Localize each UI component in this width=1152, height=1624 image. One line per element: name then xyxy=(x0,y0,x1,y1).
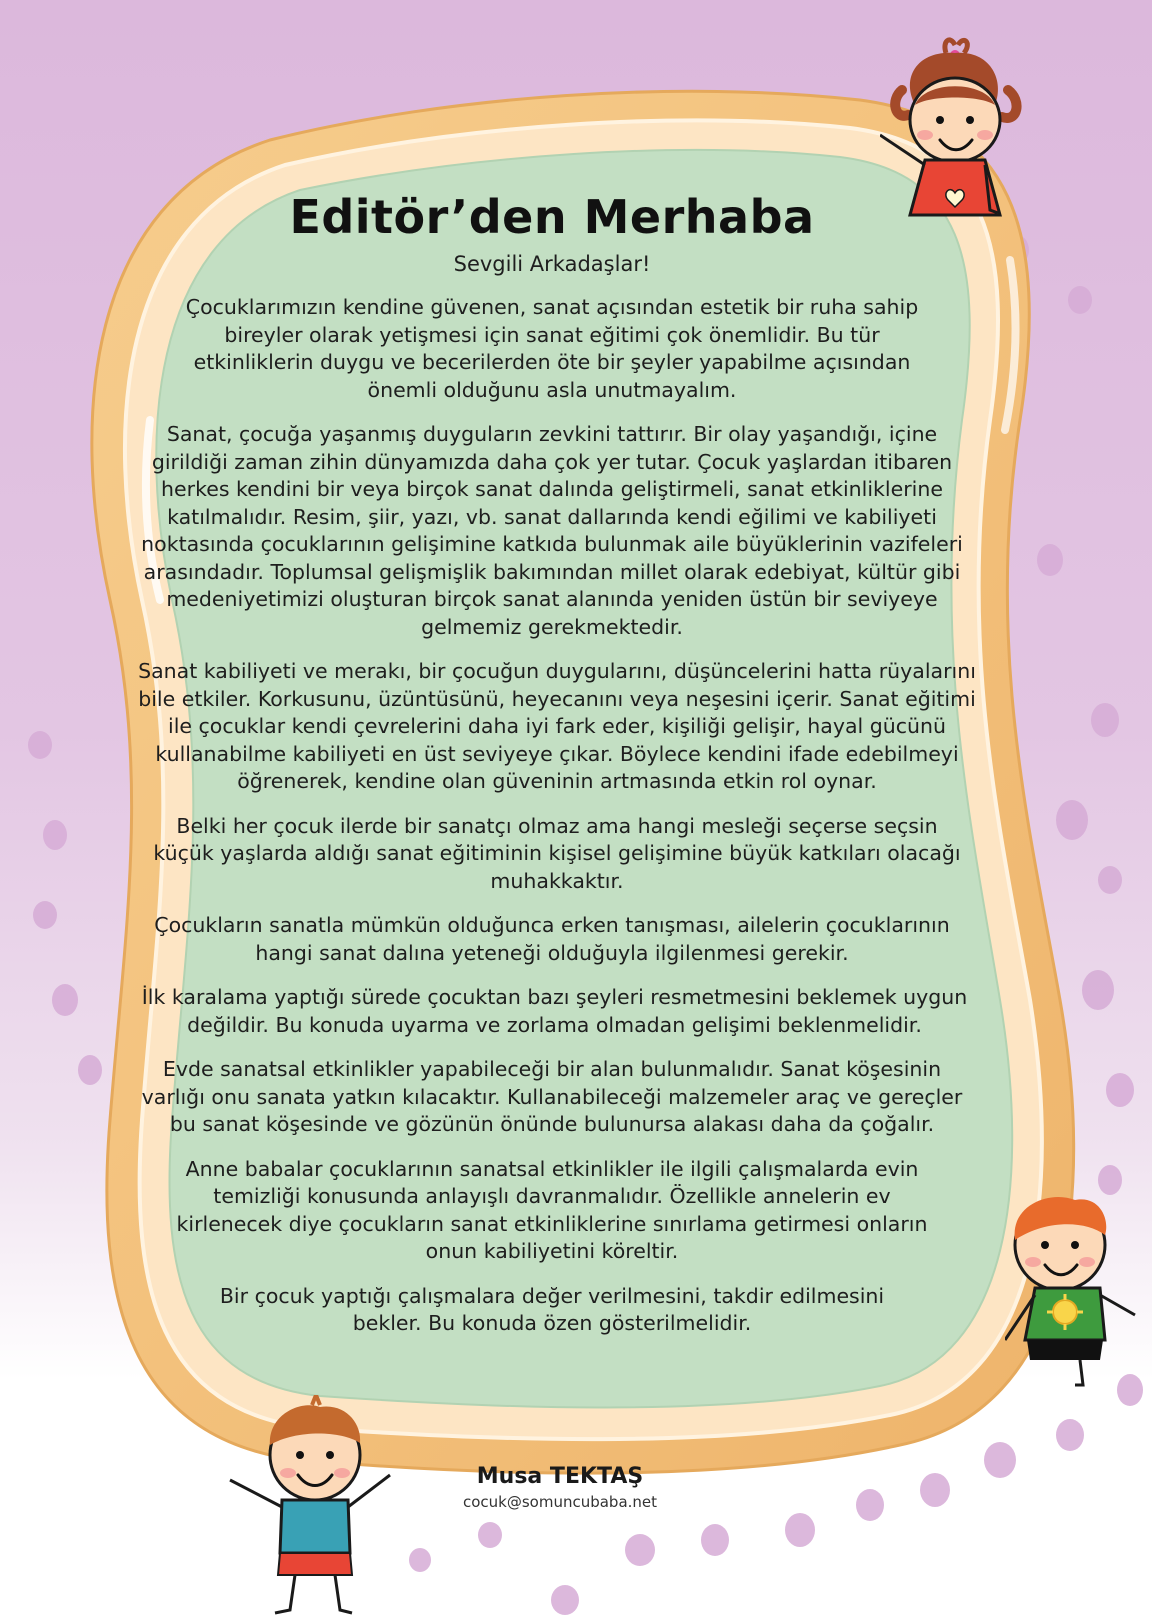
editorial-content xyxy=(122,190,982,1355)
author-name: Musa TEKTAŞ xyxy=(476,1464,644,1489)
paragraph: Belki her çocuk ilerde bir sanatçı olmaz ama hangi mesleği seçerse seçsin küçük yaşlarda aldığı sanat eğitiminin kişisel gelişimine büyük katkıları olacağı muhakkaktır. xyxy=(153,813,961,893)
boy-sun-shirt-illustration xyxy=(1005,1190,1145,1390)
paragraph: Evde sanatsal etkinlikler yapabileceği bir alan bulunmalıdır. Sanat köşesinin varlığı onu sanata yatkın kılacaktır. Kullanabileceği malzemeler araç ve gereçler bu sanat köşesinde ve gözünün önünde bulunursa alakası daha da çoğalır. xyxy=(141,1057,963,1136)
girl-illustration xyxy=(880,35,1030,235)
paragraph: Bir çocuk yaptığı çalışmalara değer verilmesini, takdir edilmesini bekler. Bu konuda özen gösterilmelidir. xyxy=(219,1283,885,1335)
page-title: Editör’den Merhaba xyxy=(289,190,815,244)
paragraph: Anne babalar çocuklarının sanatsal etkinlikler ile ilgili çalışmalarda evin temizliği konusunda anlayışlı davranmalıdır. Özellikle annelerin ev kirlenecek diye çocukların sanat etkinliklerine sınırlama getirmesi onların onun kabiliyetini köreltir. xyxy=(176,1156,928,1263)
greeting: Sevgili Arkadaşlar! xyxy=(453,252,651,276)
paragraph: Sanat kabiliyeti ve merakı, bir çocuğun duygularını, düşüncelerini hatta rüyalarını bile etkiler. Korkusunu, üzüntüsünü, heyecanını veya neşesini içerir. Sanat eğitimi ile çocuklar kendi çevrelerini daha iyi fark eder, kişiliği gelişir, hayal gücünü kullanabilme kabiliyeti en üst seviyeye çıkar. Böylece kendini ifade edebilmeyi öğrenerek, kendine olan güveninin artmasında etkin rol oynar. xyxy=(138,659,976,793)
paragraph: Sanat, çocuğa yaşanmış duyguların zevkini tattırır. Bir olay yaşandığı, içine girildiği zaman zihin dünyamızda daha çok yer tutar. Çocuk yaşlardan itibaren herkes kendini bir veya birçok sanat dalında geliştirmeli, sanat etkinliklerine katılmalıdır. Resim, şiir, yazı, vb. sanat dallarında kendi eğilimi ve kabiliyeti noktasında çocuklarının gelişimine katkıda bulunmak aile büyüklerinin vazifeleri arasındadır. Toplumsal gelişmişlik bakımından millet olarak edebiyat, kültür gibi medeniyetimizi oluşturan birçok sanat alanında yeniden üstün bir seviyeye gelmemiz gerekmektedir. xyxy=(141,422,963,639)
author-email: cocuk@somuncubaba.net xyxy=(462,1493,658,1511)
paragraph: Çocukların sanatla mümkün olduğunca erken tanışması, ailelerin çocuklarının hangi sanat dalına yeteneği olduğuyla ilgilenmesi gerekir. xyxy=(154,913,950,965)
paragraph: İlk karalama yaptığı sürede çocuktan bazı şeyleri resmetmesini beklemek uygun değildir. Bu konuda uyarma ve zorlama olmadan gelişimi beklenmelidir. xyxy=(141,985,968,1037)
boy-waving-illustration xyxy=(220,1395,400,1620)
paragraph: Çocuklarımızın kendine güvenen, sanat açısından estetik bir ruha sahip bireyler olarak yetişmesi için sanat eğitimi çok önemlidir. Bu tür etkinliklerin duygu ve becerilerden öte bir şeyler yapabilme açısından önemli olduğunu asla unutmayalım. xyxy=(185,295,919,402)
signature xyxy=(390,1464,730,1511)
